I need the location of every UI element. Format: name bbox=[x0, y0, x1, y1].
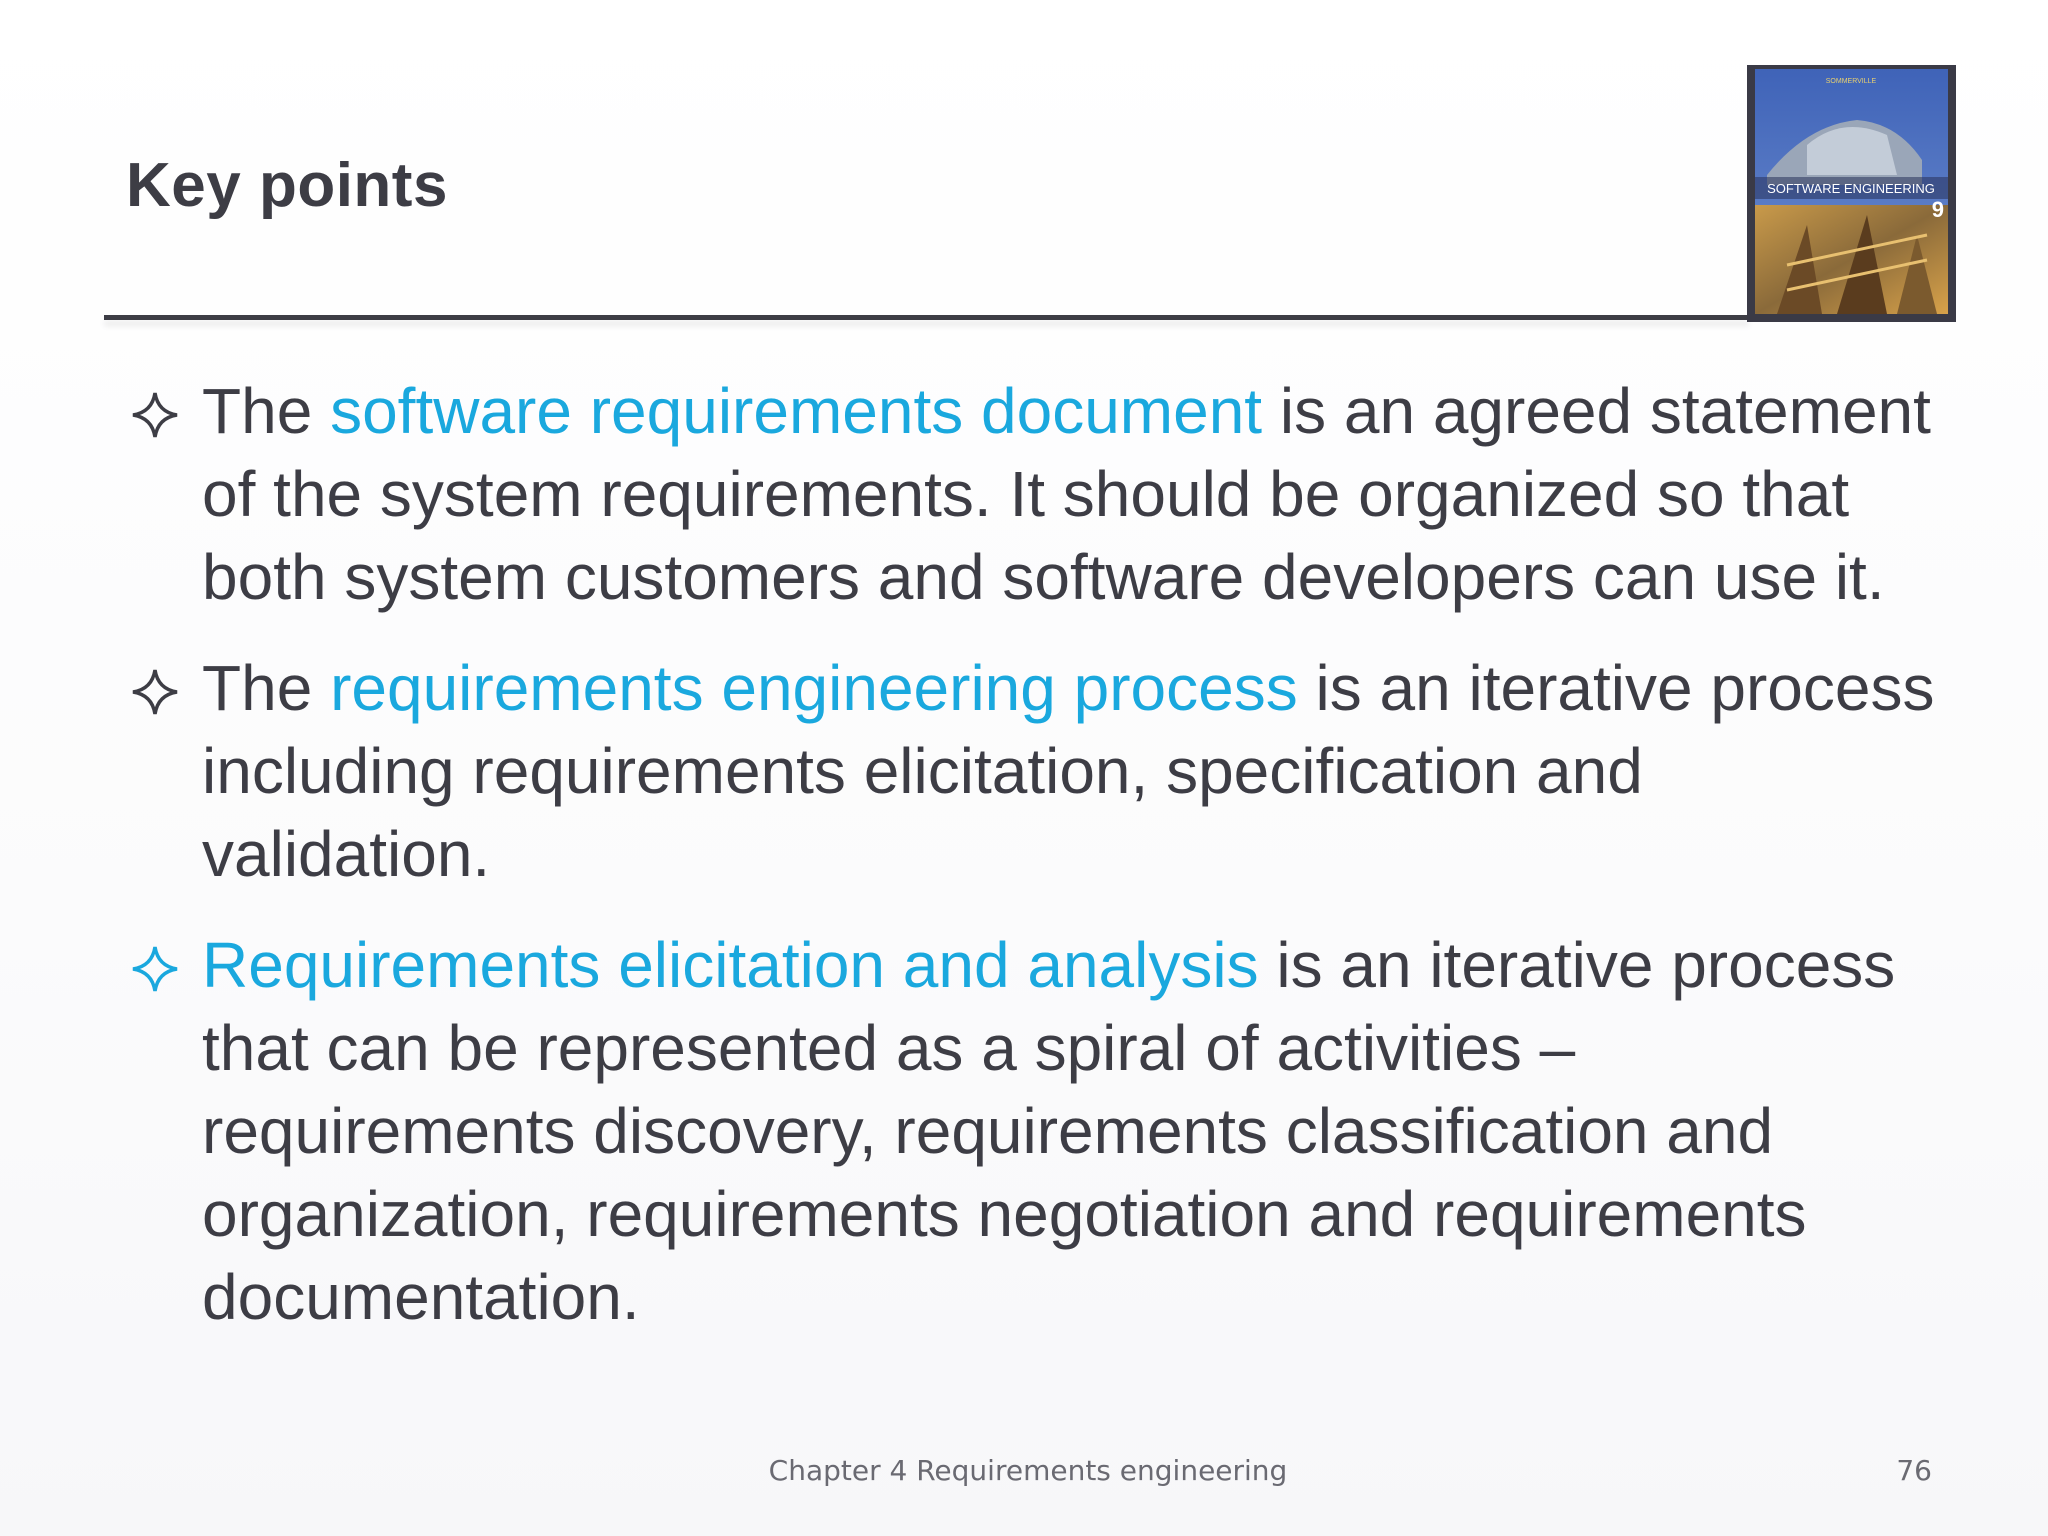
cover-title: SOFTWARE ENGINEERING bbox=[1767, 181, 1935, 196]
bullet-list bbox=[128, 370, 1948, 1367]
bullet-text-pre: The bbox=[202, 375, 331, 447]
bullet-text-post: is an agreed statement of the system requirements. It should be organized so that both system customers and software developers can use it. bbox=[202, 375, 1931, 613]
slide-title: Key points bbox=[126, 151, 448, 220]
cover-edition: 9 bbox=[1931, 197, 1944, 222]
four-point-star-icon bbox=[128, 924, 188, 1007]
four-point-star-icon bbox=[128, 370, 188, 453]
bullet-text-post: is an iterative process including requirements elicitation, specification and validation. bbox=[202, 652, 1935, 890]
four-point-star-icon bbox=[128, 647, 188, 730]
footer-chapter bbox=[0, 1454, 2048, 1487]
bullet-text-post: is an iterative process that can be represented as a spiral of activities – requirements discovery, requirements classification and organization, requirements negotiation and requirements documentation. bbox=[202, 929, 1896, 1333]
book-cover-image bbox=[1747, 65, 1956, 322]
bullet-item bbox=[128, 924, 1948, 1339]
bullet-text-pre: The bbox=[202, 652, 331, 724]
cover-author: SOMMERVILLE bbox=[1825, 78, 1877, 85]
bullet-item bbox=[128, 370, 1948, 619]
bullet-highlight: Requirements elicitation and analysis bbox=[202, 929, 1259, 1001]
bullet-highlight: software requirements document bbox=[330, 375, 1263, 447]
page-number: 76 bbox=[1896, 1454, 1932, 1487]
bullet-item bbox=[128, 647, 1948, 896]
title-divider bbox=[104, 315, 1749, 320]
bullet-highlight: requirements engineering process bbox=[330, 652, 1298, 724]
footer-chapter-text: Chapter 4 Requirements engineering bbox=[768, 1454, 1288, 1487]
